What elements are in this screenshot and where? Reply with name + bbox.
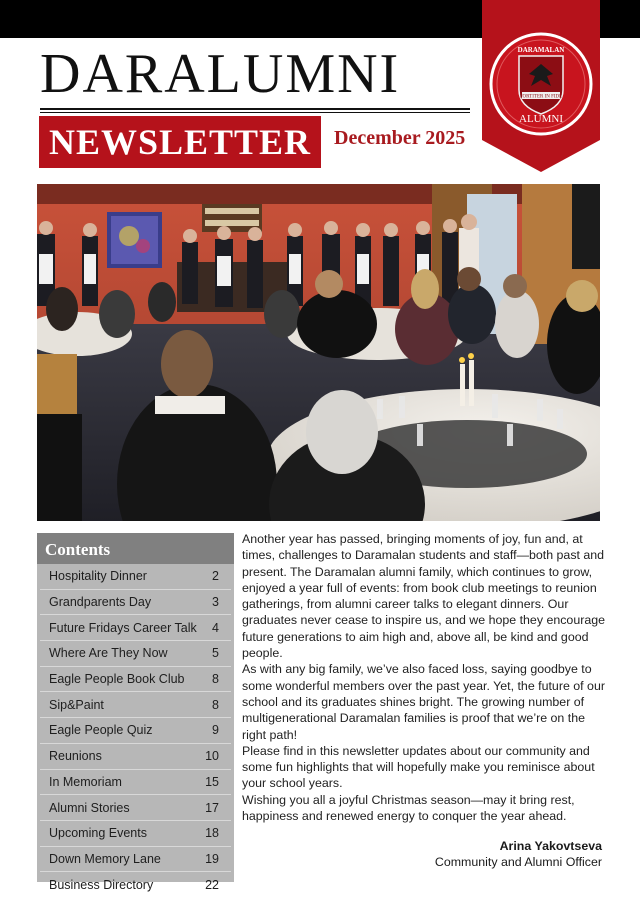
article-paragraph: As with any big family, we’ve also faced loss, saying goodbye to some wonderful members over the past year. Yet, the future of our school and its graduates shines bright. The growing number of multigenerational Daramalan families is proof that we’re on the right path! (242, 662, 605, 742)
toc-item-page: 18 (205, 826, 219, 841)
signature-name: Arina Yakovtseva (499, 839, 602, 853)
article-paragraph: Please find in this newsletter updates about our community and some fun highlights that will hopefully make you reminisce about your school years. (242, 743, 595, 791)
toc-item-label: Eagle People Book Club (49, 672, 185, 687)
article-paragraph: Another year has passed, bringing moments of joy, fun and, at times, challenges to Daramalan students and staff—both past and present. The Daramalan alumni family, which continues to grow, enjoyed a year full of events: from book club meetings to reunion gatherings, from alumni career talks to elegant dinners. Our graduates never cease to inspire us, and we hope they encourage future generations to aim high and, above all, be kind and good people. (242, 532, 606, 661)
toc-item[interactable] (40, 590, 231, 616)
toc-item-page: 8 (212, 697, 219, 712)
toc-item-page: 17 (205, 800, 219, 815)
toc-item-label: Sip&Paint (49, 697, 104, 712)
svg-text:DARAMALAN: DARAMALAN (517, 46, 565, 54)
toc-item[interactable] (40, 641, 231, 667)
event-photo (37, 184, 600, 521)
toc-item[interactable] (40, 821, 231, 847)
toc-item-page: 5 (212, 646, 219, 661)
alumni-crest-ribbon (482, 0, 600, 172)
toc-item-label: Eagle People Quiz (49, 723, 153, 738)
toc-item-label: Upcoming Events (49, 826, 147, 841)
toc-item[interactable] (40, 615, 231, 641)
masthead-rule-thin (40, 112, 470, 113)
toc-item-page: 3 (212, 595, 219, 610)
toc-item-label: Where Are They Now (49, 646, 168, 661)
toc-item-page: 9 (212, 723, 219, 738)
toc-item-page: 19 (205, 851, 219, 866)
toc-item-label: Future Fridays Career Talk (49, 620, 197, 635)
toc-item-label: Alumni Stories (49, 800, 130, 815)
toc-item-label: Grandparents Day (49, 595, 152, 610)
toc-item-label: Hospitality Dinner (49, 569, 147, 584)
toc-item[interactable] (40, 847, 231, 873)
toc-item-label: In Memoriam (49, 774, 122, 789)
masthead-rule (40, 108, 470, 110)
toc-item[interactable] (40, 692, 231, 718)
newsletter-banner: NEWSLETTER (39, 116, 321, 168)
article-paragraph: Wishing you all a joyful Christmas season—may it bring rest, happiness and renewed energy to conquer the year ahead. (242, 792, 575, 824)
toc-item[interactable] (40, 718, 231, 744)
toc-item[interactable] (40, 564, 231, 590)
signature-block (435, 838, 602, 870)
toc-item-label: Down Memory Lane (49, 851, 161, 866)
toc-item[interactable] (40, 667, 231, 693)
issue-date: December 2025 (334, 127, 466, 149)
toc-item-page: 8 (212, 672, 219, 687)
masthead-title: DARALUMNI (40, 43, 401, 105)
toc-item[interactable] (40, 872, 231, 897)
svg-text:ALUMNI: ALUMNI (519, 113, 563, 125)
toc-item[interactable] (40, 744, 231, 770)
svg-text:FORTITER IN FIDE: FORTITER IN FIDE (519, 94, 563, 100)
toc-item-label: Reunions (49, 749, 102, 764)
toc-item-page: 2 (212, 569, 219, 584)
toc-item[interactable] (40, 795, 231, 821)
contents-heading: Contents (37, 533, 234, 564)
contents-list (37, 564, 234, 897)
toc-item-page: 22 (205, 877, 219, 892)
crest-logo (518, 46, 565, 125)
signature-title: Community and Alumni Officer (434, 855, 602, 869)
table-of-contents (37, 533, 234, 892)
toc-item-page: 10 (205, 749, 219, 764)
toc-item-page: 15 (205, 774, 219, 789)
toc-item-label: Business Directory (49, 877, 154, 892)
intro-article (242, 531, 608, 824)
toc-item[interactable] (40, 770, 231, 796)
toc-item-page: 4 (212, 620, 219, 635)
